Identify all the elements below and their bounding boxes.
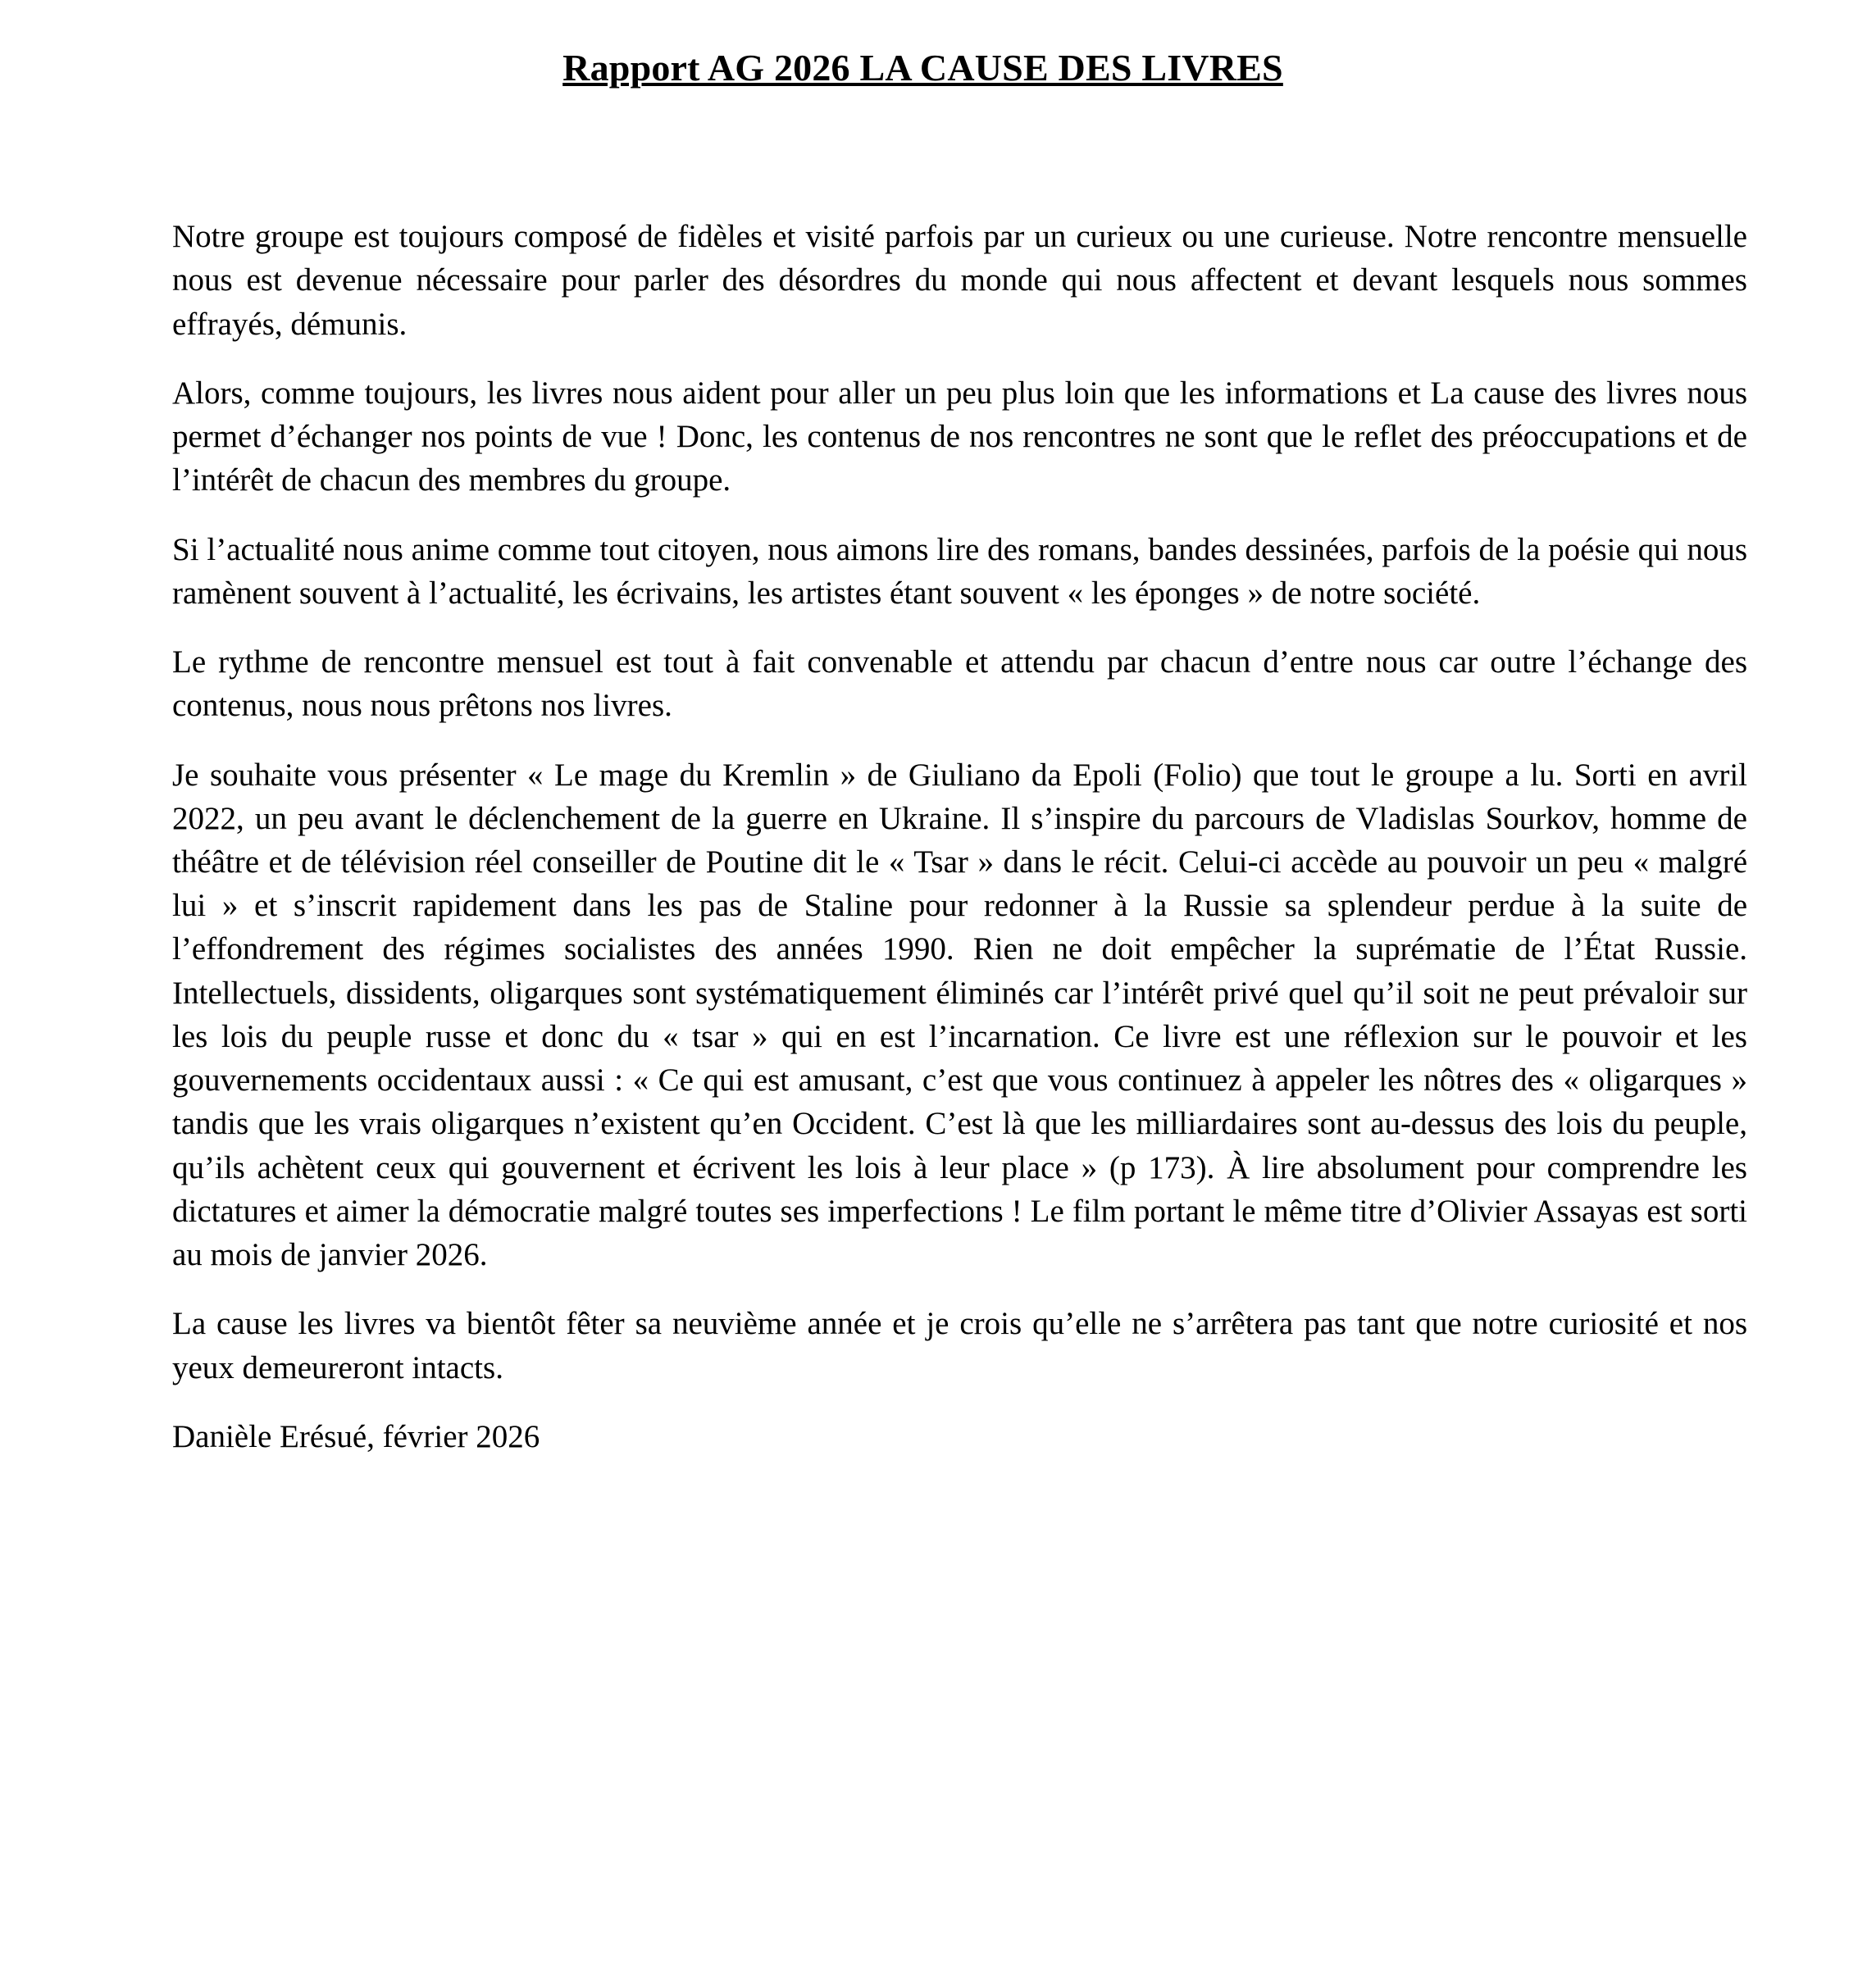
document-body xyxy=(172,215,1747,1458)
signature-line: Danièle Erésué, février 2026 xyxy=(172,1418,540,1454)
paragraph-2: Alors, comme toujours, les livres nous aident pour aller un peu plus loin que les informations et La cause des livres nous permet d’échanger nos points de vue ! Donc, les contenus de nos rencontres ne sont que le reflet des préoccupations et de l’intérêt de chacun des membres du groupe. xyxy=(172,375,1747,498)
paragraph-6: La cause les livres va bientôt fêter sa neuvième année et je crois qu’elle ne s’arrêtera pas tant que notre curiosité et nos yeux demeureront intacts. xyxy=(172,1306,1747,1385)
paragraph-4: Le rythme de rencontre mensuel est tout à fait convenable et attendu par chacun d’entre nous car outre l’échange des contenus, nous nous prêtons nos livres. xyxy=(172,644,1747,724)
paragraph-1: Notre groupe est toujours composé de fidèles et visité parfois par un curieux ou une curieuse. Notre rencontre mensuelle nous est devenue nécessaire pour parler des désordres du monde qui nous affectent et devant lesquels nous sommes effrayés, démunis. xyxy=(172,219,1747,342)
paragraph-5-book-review: Je souhaite vous présenter « Le mage du Kremlin » de Giuliano da Epoli (Folio) que tout le groupe a lu. Sorti en avril 2022, un peu avant le déclenchement de la guerre en Ukraine. Il s’inspire du parcours de Vladislas Sourkov, homme de théâtre et de télévision réel conseiller de Poutine dit le « Tsar » dans le récit. Celui-ci accède au pouvoir un peu « malgré lui » et s’inscrit rapidement dans les pas de Staline pour redonner à la Russie sa splendeur perdue à la suite de l’effondrement des régimes socialistes des années 1990. Rien ne doit empêcher la suprématie de l’État Russie. Intellectuels, dissidents, oligarques sont systématiquement éliminés car l’intérêt privé quel qu’il soit ne peut prévaloir sur les lois du peuple russe et donc du « tsar » qui en est l’incarnation. Ce livre est une réflexion sur le pouvoir et les gouvernements occidentaux aussi : « Ce qui est amusant, c’est que vous continuez à appeler les nôtres des « oligarques » tandis que les vrais oligarques n’existent qu’en Occident. C’est là que les milliardaires sont au-dessus des lois du peuple, qu’ils achètent ceux qui gouvernent et écrivent les lois à leur place » (p 173). À lire absolument pour comprendre les dictatures et aimer la démocratie malgré toutes ses imperfections ! Le film portant le même titre d’Olivier Assayas est sorti au mois de janvier 2026. xyxy=(172,757,1747,1273)
paragraph-3: Si l’actualité nous anime comme tout citoyen, nous aimons lire des romans, bandes dessinées, parfois de la poésie qui nous ramènent souvent à l’actualité, les écrivains, les artistes étant souvent « les éponges » de notre société. xyxy=(172,531,1747,611)
page-title: Rapport AG 2026 LA CAUSE DES LIVRES xyxy=(562,47,1283,89)
